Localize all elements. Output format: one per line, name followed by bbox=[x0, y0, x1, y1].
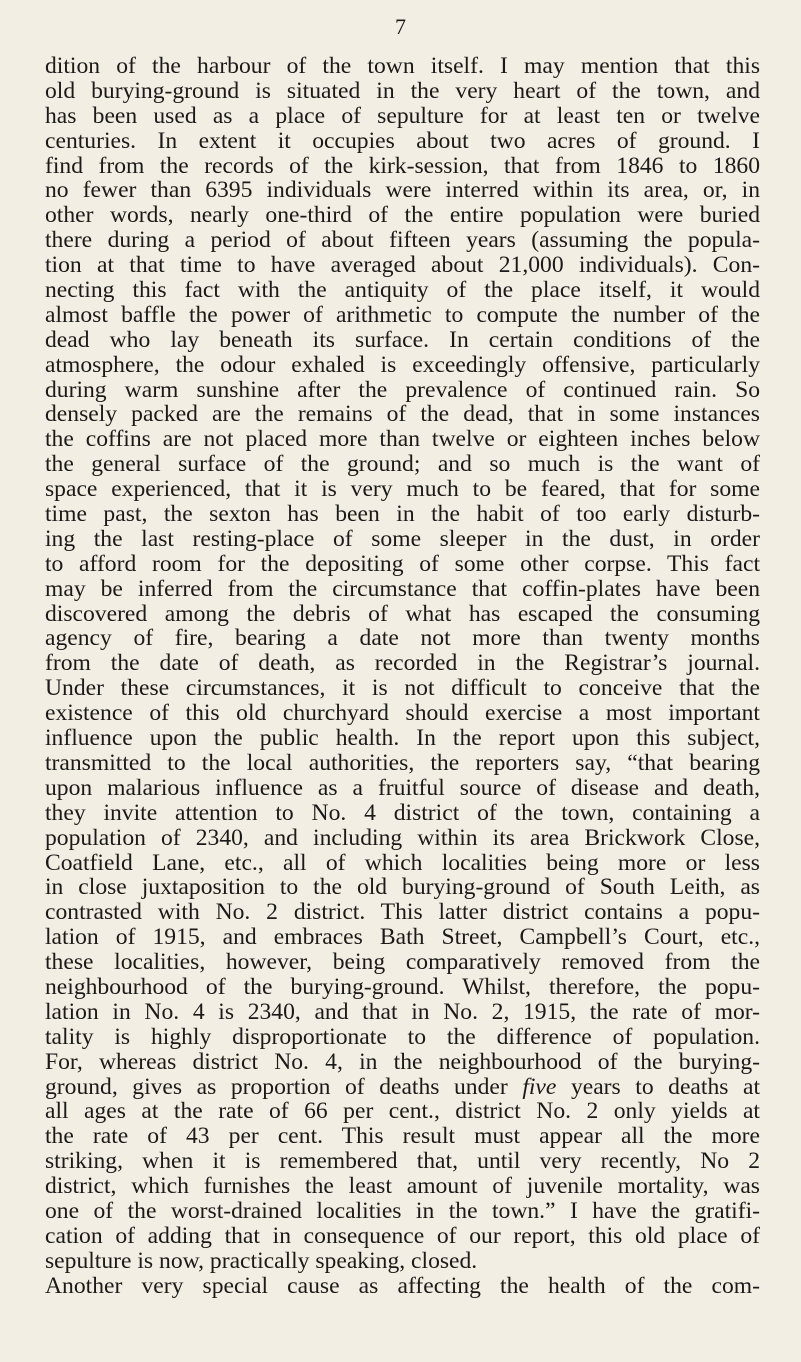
text-line: in close juxtaposition to the old burying-ground of South Leith, as bbox=[45, 874, 760, 901]
text-line: densely packed are the remains of the dead, that in some instances bbox=[45, 401, 760, 428]
text-line: discovered among the debris of what has escaped the consuming bbox=[45, 600, 760, 627]
text-line: centuries. In extent it occupies about two acres of ground. I bbox=[45, 127, 760, 154]
text-line: ing the last resting-place of some sleeper in the dust, in order bbox=[45, 525, 760, 552]
text-line: lation in No. 4 is 2340, and that in No. 2, 1915, the rate of mor- bbox=[45, 998, 760, 1025]
text-line: upon malarious influence as a fruitful source of disease and death, bbox=[45, 774, 760, 801]
text-line: agency of fire, bearing a date not more than twenty months bbox=[45, 625, 760, 652]
text-line: Another very special cause as affecting the health of the com- bbox=[45, 1272, 760, 1299]
text-line: transmitted to the local authorities, the reporters say, “that bearing bbox=[45, 749, 760, 776]
text-line: cation of adding that in consequence of our report, this old place of bbox=[45, 1222, 760, 1249]
text-line: to afford room for the depositing of some other corpse. This fact bbox=[45, 550, 760, 577]
text-line: population of 2340, and including within its area Brickwork Close, bbox=[45, 824, 760, 851]
text-line: the coffins are not placed more than twelve or eighteen inches below bbox=[45, 426, 760, 453]
text-line: Under these circumstances, it is not difficult to conceive that the bbox=[45, 675, 760, 702]
text-line: Coatfield Lane, etc., all of which localities being more or less bbox=[45, 849, 760, 876]
text-line: dead who lay beneath its surface. In certain conditions of the bbox=[45, 326, 760, 353]
text-line: tality is highly disproportionate to the difference of population. bbox=[45, 1023, 760, 1050]
text-line: atmosphere, the odour exhaled is exceedingly offensive, particularly bbox=[45, 351, 760, 378]
page-number: 7 bbox=[395, 14, 406, 39]
text-line: space experienced, that it is very much to be feared, that for some bbox=[45, 476, 760, 503]
text-line: find from the records of the kirk-session, that from 1846 to 1860 bbox=[45, 152, 760, 179]
text-line: sepulture is now, practically speaking, closed. bbox=[45, 1247, 478, 1274]
text-line: no fewer than 6395 individuals were interred within its area, or, in bbox=[45, 177, 760, 204]
text-line: other words, nearly one-third of the entire population were buried bbox=[45, 202, 760, 229]
text-line: the general surface of the ground; and so much is the want of bbox=[45, 451, 760, 478]
text-line: during warm sunshine after the prevalence of continued rain. So bbox=[45, 376, 760, 403]
text-line: district, which furnishes the least amount of juvenile mortality, was bbox=[45, 1173, 760, 1200]
text-line: there during a period of about fifteen years (assuming the popula- bbox=[45, 227, 760, 254]
text-line: from the date of death, as recorded in the Registrar’s journal. bbox=[45, 650, 760, 677]
text-line: influence upon the public health. In the report upon this subject, bbox=[45, 725, 760, 752]
text-line: time past, the sexton has been in the habit of too early disturb- bbox=[45, 501, 760, 528]
text-line: almost baffle the power of arithmetic to compute the number of the bbox=[45, 301, 760, 328]
text-line-with-italic bbox=[45, 1075, 760, 1100]
text-line: they invite attention to No. 4 district of the town, containing a bbox=[45, 799, 760, 826]
text-line: neighbourhood of the burying-ground. Whilst, therefore, the popu- bbox=[45, 973, 760, 1000]
text-line: contrasted with No. 2 district. This latter district contains a popu- bbox=[45, 899, 760, 926]
text-segment: years to deaths at bbox=[570, 1073, 761, 1100]
text-line: old burying-ground is situated in the very heart of the town, and bbox=[45, 77, 760, 104]
text-line: existence of this old churchyard should exercise a most important bbox=[45, 700, 760, 727]
text-segment: ground, gives as proportion of deaths under bbox=[45, 1073, 508, 1100]
text-line: lation of 1915, and embraces Bath Street, Campbell’s Court, etc., bbox=[45, 924, 760, 951]
text-line: these localities, however, being comparatively removed from the bbox=[45, 949, 760, 976]
text-line: striking, when it is remembered that, until very recently, No 2 bbox=[45, 1148, 760, 1175]
text-line: tion at that time to have averaged about 21,000 individuals). Con- bbox=[45, 252, 760, 279]
text-line: one of the worst-drained localities in the town.” I have the gratifi- bbox=[45, 1197, 760, 1224]
text-line: the rate of 43 per cent. This result must appear all the more bbox=[45, 1123, 760, 1150]
italic-word: five bbox=[522, 1073, 557, 1100]
text-line: has been used as a place of sepulture for at least ten or twelve bbox=[45, 102, 760, 129]
text-line: all ages at the rate of 66 per cent., district No. 2 only yields at bbox=[45, 1098, 760, 1125]
text-line: may be inferred from the circumstance that coffin-plates have been bbox=[45, 575, 760, 602]
text-line: dition of the harbour of the town itself. I may mention that this bbox=[45, 53, 760, 79]
text-line: For, whereas district No. 4, in the neighbourhood of the burying- bbox=[45, 1048, 760, 1075]
text-line: necting this fact with the antiquity of the place itself, it would bbox=[45, 277, 760, 304]
body-text bbox=[45, 54, 760, 1299]
